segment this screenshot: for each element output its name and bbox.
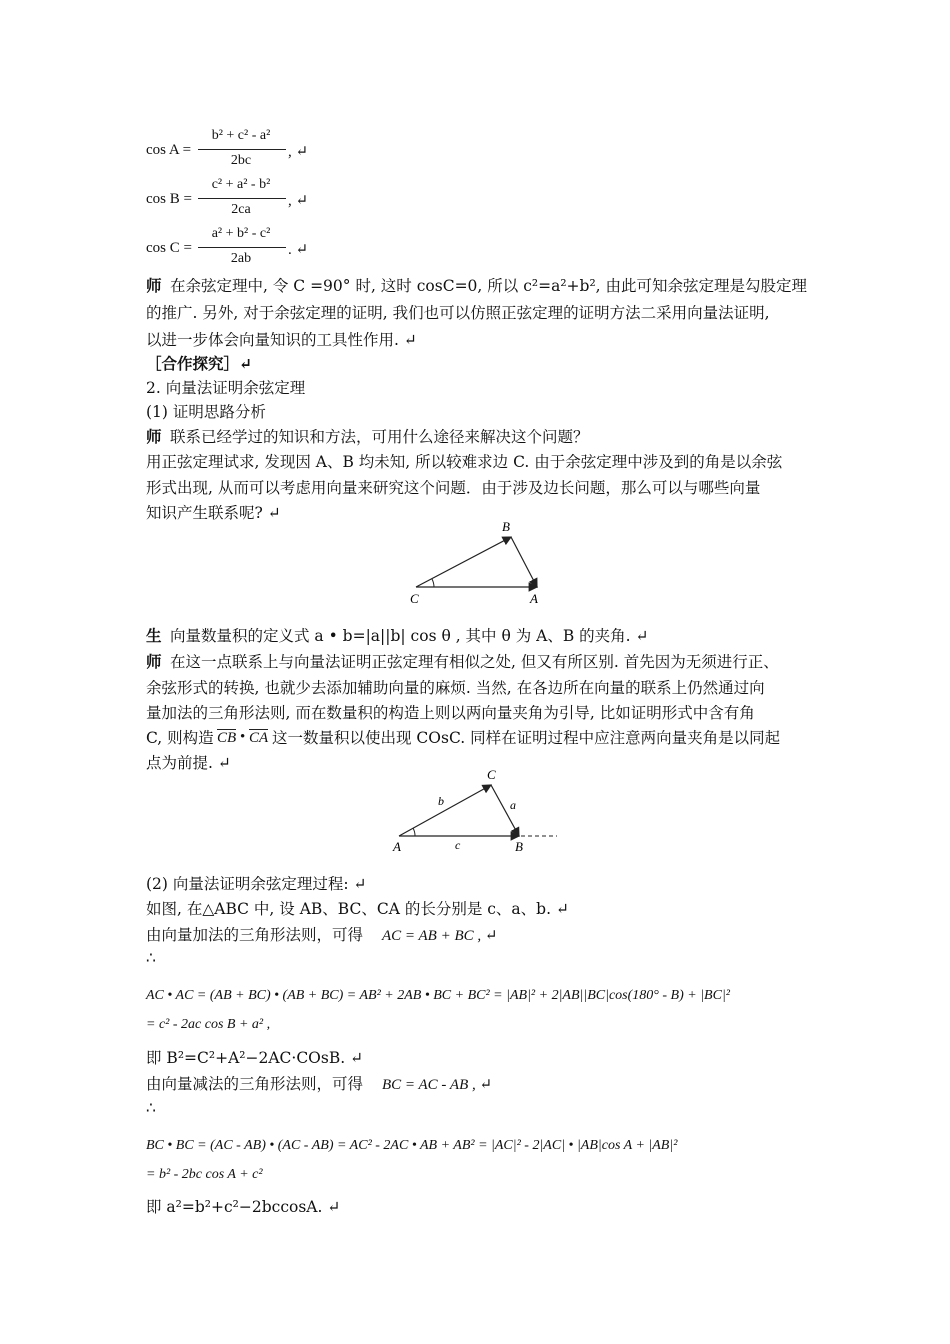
formula-lhs: cos B = bbox=[146, 191, 192, 207]
therefore-symbol: ∴ bbox=[146, 949, 156, 967]
vertex-label: B bbox=[515, 839, 523, 854]
angle-arc bbox=[413, 828, 415, 836]
section-label: ［合作探究］↵ bbox=[146, 354, 252, 373]
fraction-bar bbox=[198, 247, 286, 248]
side-label: a bbox=[510, 798, 516, 812]
proof-line: 由向量减法的三角形法则，可得 bbox=[146, 1075, 364, 1093]
paragraph-line: 余弦形式的转换, 也就少去添加辅助向量的麻烦. 当然, 在各边所在向量的联系上仍然通过向 bbox=[146, 679, 765, 697]
fraction-bar bbox=[198, 198, 286, 199]
speaker-label: 生 bbox=[146, 626, 162, 645]
paragraph-line: 以进一步体会向量知识的工具性作用. ↵ bbox=[146, 331, 417, 349]
triangle-figure-1 bbox=[400, 515, 560, 610]
fraction-bar bbox=[198, 149, 286, 150]
paragraph-line: 知识产生联系呢? ↵ bbox=[146, 504, 281, 522]
result-line: 即 a²=b²+c²−2bccosA. ↵ bbox=[146, 1198, 341, 1216]
vector-ca: CA bbox=[249, 730, 269, 746]
speaker-label: 师 bbox=[146, 276, 162, 295]
vertex-label: B bbox=[502, 519, 510, 534]
vertex-label: A bbox=[530, 591, 538, 606]
formula-tail: . ↵ bbox=[288, 242, 309, 258]
paragraph-line: 的推广. 另外, 对于余弦定理的证明, 我们也可以仿照正弦定理的证明方法二采用向量法证明, bbox=[146, 304, 770, 322]
formula-denominator: 2ca bbox=[231, 202, 251, 217]
result-line: 即 B²=C²+A²−2AC·COsB. ↵ bbox=[146, 1049, 364, 1067]
paragraph-line: 形式出现, 从而可以考虑用向量来研究这个问题．由于涉及边长问题，那么可以与哪些向量 bbox=[146, 479, 761, 497]
speaker-label: 师 bbox=[146, 652, 162, 671]
formula-numerator: c² + a² - b² bbox=[211, 177, 271, 192]
paragraph-line: 向量数量积的定义式 a • b=|a||b| cos θ , 其中 θ 为 A、B 的夹角. ↵ bbox=[170, 627, 649, 645]
formula-denominator: 2bc bbox=[230, 153, 252, 168]
paragraph-line: 在余弦定理中, 令 C =90° 时, 这时 cosC=0, 所以 c²=a²+b², 由此可知余弦定理是勾股定理 bbox=[170, 277, 808, 295]
formula-numerator: a² + b² - c² bbox=[211, 226, 271, 241]
paragraph-line: C, 则构造 bbox=[146, 729, 214, 747]
formula-numerator: b² + c² - a² bbox=[211, 128, 271, 143]
paragraph-line: 点为前提. ↵ bbox=[146, 754, 231, 772]
formula-lhs: cos C = bbox=[146, 240, 192, 256]
vector-ba bbox=[511, 537, 537, 587]
paragraph-line: 在这一点联系上与向量法证明正弦定理有相似之处, 但又有所区别. 首先因为无须进行正、 bbox=[170, 653, 779, 671]
equation-line: = b² - 2bc cos A + c² bbox=[146, 1167, 263, 1182]
proof-line: 如图, 在△ABC 中, 设 AB、BC、CA 的长分别是 c、a、b. ↵ bbox=[146, 900, 569, 918]
vertex-label: A bbox=[393, 839, 401, 854]
side-label: b bbox=[438, 794, 444, 808]
vector-cb bbox=[416, 537, 511, 587]
subsection-heading: (1) 证明思路分析 bbox=[146, 403, 266, 421]
subsection-heading: (2) 向量法证明余弦定理过程: ↵ bbox=[146, 875, 367, 893]
angle-arc bbox=[432, 579, 434, 587]
formula-tail: , ↵ bbox=[288, 193, 309, 209]
formula-tail: , ↵ bbox=[288, 144, 309, 160]
paragraph-line: 用正弦定理试求, 发现因 A、B 均未知, 所以较难求边 C. 由于余弦定理中涉及到的角是以余弦 bbox=[146, 453, 783, 471]
paragraph-line: 这一数量积以使出现 COsC. 同样在证明过程中应注意两向量夹角是以同起 bbox=[272, 729, 781, 747]
formula-denominator: 2ab bbox=[230, 251, 252, 266]
vertex-label: C bbox=[410, 591, 419, 606]
vector-cb: CB bbox=[217, 730, 237, 746]
triangle-figure-2 bbox=[385, 765, 565, 857]
equation-line: AC • AC = (AB + BC) • (AB + BC) = AB² + 2AB • BC + BC² = |AB|² + 2|AB||BC|cos(180° - B) + |BC|² bbox=[146, 988, 730, 1003]
formula-lhs: cos A = bbox=[146, 142, 192, 158]
proof-line: 由向量加法的三角形法则，可得 bbox=[146, 926, 364, 944]
vertex-label: C bbox=[487, 767, 496, 782]
paragraph-line: 量加法的三角形法则, 而在数量积的构造上则以两向量夹角为引导, 比如证明形式中含有角 bbox=[146, 704, 755, 722]
speaker-label: 师 bbox=[146, 427, 162, 446]
vector-equation: AC = AB + BC , ↵ bbox=[382, 928, 498, 944]
equation-line: BC • BC = (AC - AB) • (AC - AB) = AC² - 2AC • AB + AB² = |AC|² - 2|AC| • |AB|cos A + |AB|² bbox=[146, 1138, 678, 1153]
section-heading: 2. 向量法证明余弦定理 bbox=[146, 379, 306, 397]
side-label: c bbox=[455, 838, 461, 852]
paragraph-line: 联系已经学过的知识和方法，可用什么途径来解决这个问题？ bbox=[170, 428, 589, 446]
vector-equation: BC = AC - AB , ↵ bbox=[382, 1077, 493, 1093]
equation-line: = c² - 2ac cos B + a² , bbox=[146, 1017, 271, 1032]
therefore-symbol: ∴ bbox=[146, 1099, 156, 1117]
